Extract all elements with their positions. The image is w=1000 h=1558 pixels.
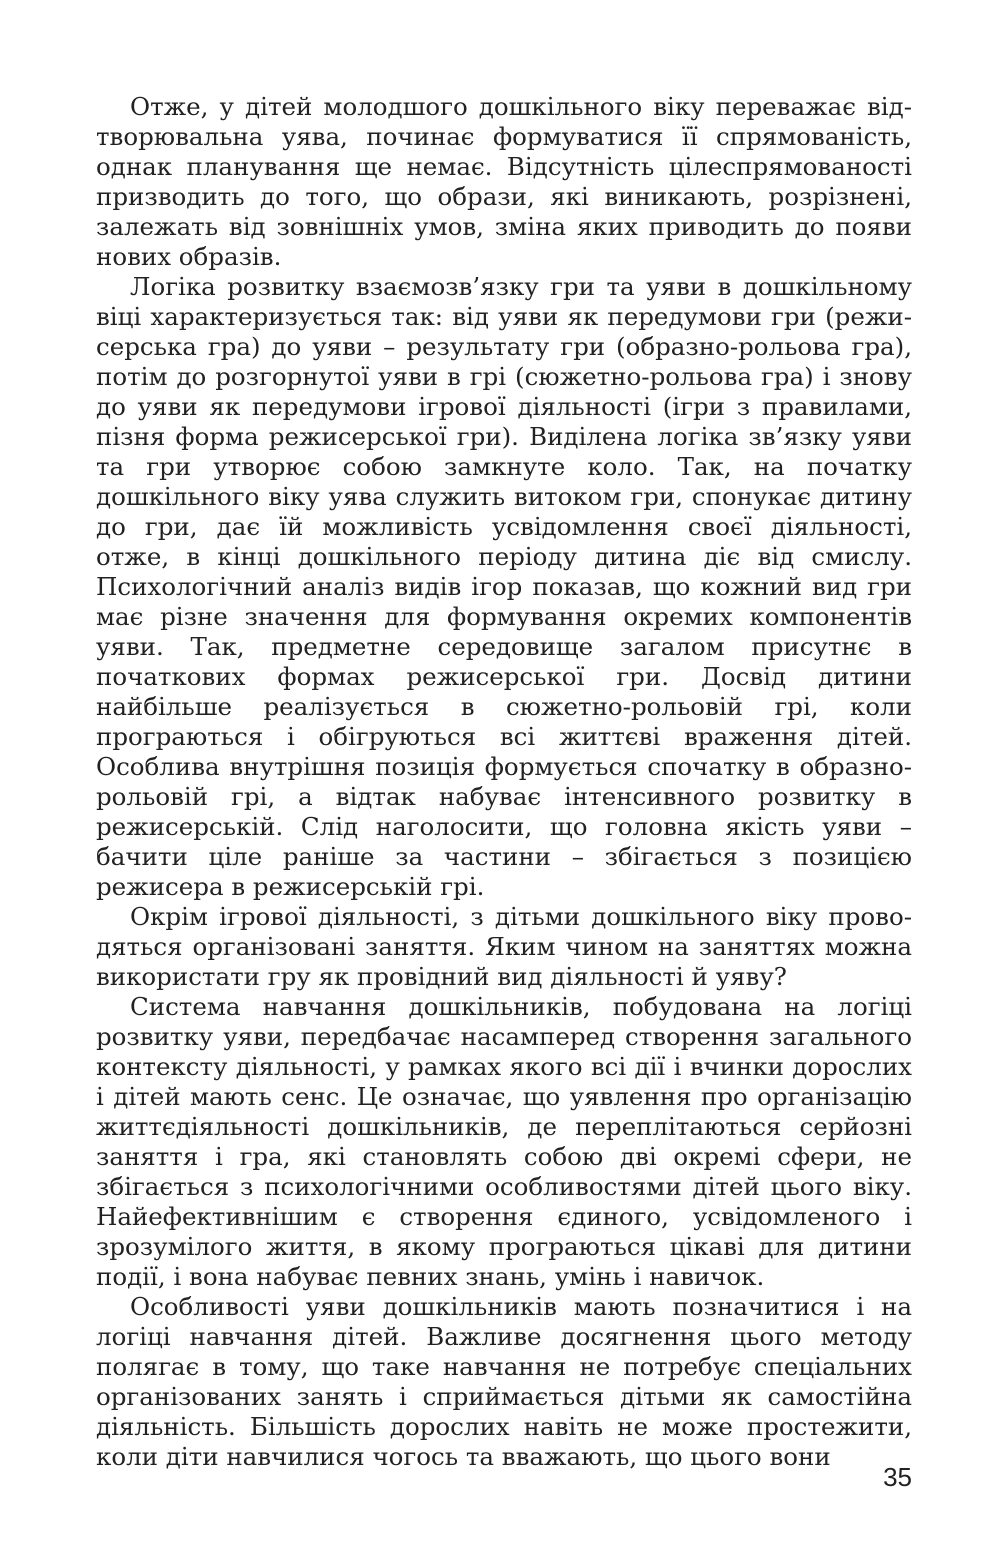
paragraph-5: Особливості уяви дошкільників мають позначитися і на логіці навчання дітей. Важливе досягнення цього методу полягає в тому, що таке навчання не потребує спеціальних організованих занять і сприймається дітьми як самостійна діяльність. Більшість дорослих навіть не може простежити, коли діти навчилися чогось та вважають, що цього вони <box>96 1292 912 1471</box>
page-number: 35 <box>883 1462 912 1492</box>
document-body <box>96 92 912 1472</box>
paragraph-4: Система навчання дошкільників, побудована на логіці розвитку уяви, передбачає насамперед створення загального контексту діяльності, у рамках якого всі дії і вчинки дорослих і дітей мають сенс. Це означає, що уявлення про організацію життєдіяльності дошкільників, де переплітаються серйозні заняття і гра, які становлять собою дві окремі сфери, не збігається з психологічними особливостями дітей цього віку. Найефективнішим є створення єдиного, усвідомленого і зрозумілого життя, в якому програються цікаві для дитини події, і вона набуває певних знань, умінь і навичок. <box>96 992 912 1291</box>
paragraph-1: Отже, у дітей молодшого дошкільного віку переважає відтворювальна уява, починає формуватися її спрямованість, однак планування ще немає. Відсутність цілеспрямованості призводить до того, що образи, які виникають, розрізнені, залежать від зовнішніх умов, зміна яких приводить до появи нових образів. <box>96 92 912 271</box>
paragraph-3: Окрім ігрової діяльності, з дітьми дошкільного віку проводяться організовані заняття. Яким чином на заняттях можна використати гру як провідний вид діяльності й уяву? <box>96 902 912 991</box>
paragraph-2: Логіка розвитку взаємозв’язку гри та уяви в дошкільному віці характеризується так: від уяви як передумови гри (режисерська гра) до уяви – результату гри (образно-рольова гра), потім до розгорнутої уяви в грі (сюжетно-рольова гра) і знову до уяви як передумови ігрової діяльності (ігри з правилами, пізня форма режисерської гри). Виділена логіка зв’язку уяви та гри утворює собою замкнуте коло. Так, на початку дошкільного віку уява служить витоком гри, спонукає дитину до гри, дає їй можливість усвідомлення своєї діяльності, отже, в кінці дошкільного періоду дитина діє від смислу. Психологічний аналіз видів ігор показав, що кожний вид гри має різне значення для формування окремих компонентів уяви. Так, предметне середовище загалом присутнє в початкових формах режисерської гри. Досвід дитини найбільше реалізується в сюжетно-рольовій грі, коли програються і обігруються всі життєві враження дітей. Особлива внутрішня позиція формується спочатку в образно-рольовій грі, а відтак набуває інтенсивного розвитку в режисерській. Слід наголосити, що головна якість уяви – бачити ціле раніше за частини – збігається з позицією режисера в режисерській грі. <box>96 272 912 901</box>
